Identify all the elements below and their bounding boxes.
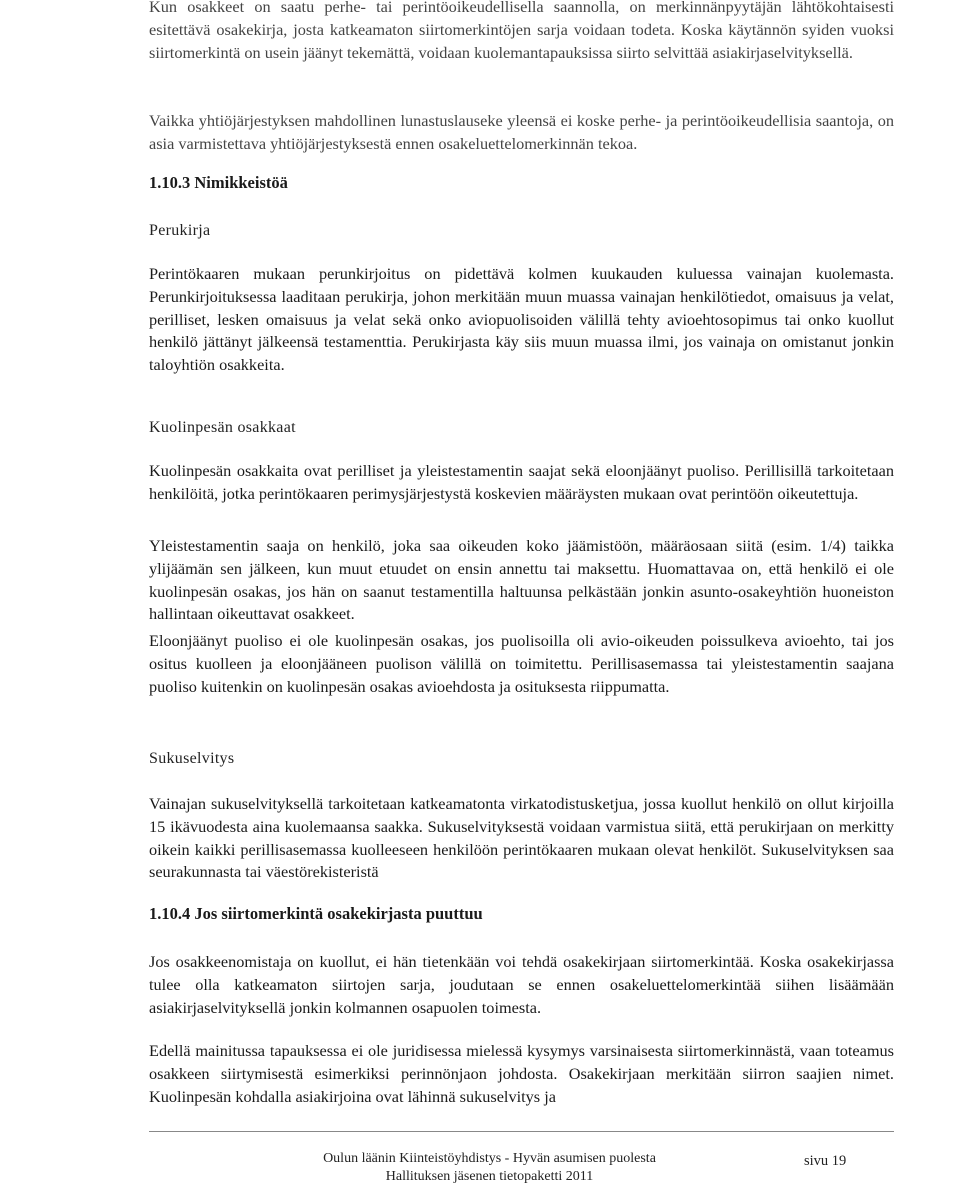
paragraph-osakkeenomistaja-kuollut: Jos osakkeenomistaja on kuollut, ei hän tietenkään voi tehdä osakekirjaan siirtomerkintää. Koska osakekirjassa tulee olla katkeamaton siirtojen sarja, joudutaan se ennen osakeluettelomerkintää siihen lisäämään asiakirjaselvityksellä jonkin kolmannen osapuolen toimesta. [149, 952, 894, 1017]
subheading-kuolinpesan-osakkaat: Kuolinpesän osakkaat [149, 419, 296, 436]
paragraph-edella-mainitussa: Edellä mainitussa tapauksessa ei ole juridisessa mielessä kysymys varsinaisesta siirtomerkinnästä, vaan toteamus osakkeen siirtymisestä esimerkiksi perinnönjaon johdosta. Osakekirjaan merkitään siirron saajien nimet. Kuolinpesän kohdalla asiakirjoina ovat lähinnä sukuselvitys ja [149, 1041, 894, 1106]
footer-publication: Hallituksen jäsenen tietopaketti 2011 [385, 1169, 594, 1184]
paragraph-osakkeet-perhe: Kun osakkeet on saatu perhe- tai perintöoikeudellisella saannolla, on merkinnänpyytäjän lähtökohtaisesti esitettävä osakekirja, josta katkeamaton siirtomerkintöjen sarja voidaan todeta. Koska käytännön syiden vuoksi siirtomerkintä on usein jäänyt tekemättä, voidaan kuolemantapauksissa siirto selvittää asiakirjaselvityksellä. [149, 0, 894, 62]
paragraph-lunastuslauseke: Vaikka yhtiöjärjestyksen mahdollinen lunastuslauseke yleensä ei koske perhe- ja perintöoikeudellisia saantoja, on asia varmistettava yhtiöjärjestyksestä ennen osakeluettelomerkinnän tekoa. [149, 111, 894, 153]
paragraph-eloonjaanyt-puoliso: Eloonjäänyt puoliso ei ole kuolinpesän osakas, jos puolisoilla oli avio-oikeuden poissulkeva avioehto, tai jos ositus kuolleen ja eloonjääneen puolison välillä on toimitettu. Perillisasemassa tai yleistestamentin saajana puoliso kuitenkin on kuolinpesän osakas avioehdosta ja osituksesta riippumatta. [149, 631, 894, 696]
page-number: sivu 19 [804, 1153, 847, 1169]
subheading-perukirja: Perukirja [149, 222, 211, 239]
footer-text [312, 1150, 667, 1186]
heading-1-10-3: 1.10.3 Nimikkeistöä [149, 173, 288, 192]
paragraph-sukuselvitys: Vainajan sukuselvityksellä tarkoitetaan katkeamatonta virkatodistusketjua, jossa kuollut henkilö on ollut kirjoilla 15 ikävuodesta aina kuolemaansa saakka. Sukuselvityksestä voidaan varmistua siitä, että perukirjaan on merkitty oikein kaikki perillisasemassa kuolleeseen henkilöön perintökaaren mukaan olevat henkilöt. Sukuselvityksen saa seurakunnasta tai väestörekisteristä [149, 794, 894, 882]
subheading-sukuselvitys: Sukuselvitys [149, 750, 235, 767]
paragraph-kuolinpesan-osakkaat: Kuolinpesän osakkaita ovat perilliset ja yleistestamentin saajat sekä eloonjäänyt puoliso. Perillisillä tarkoitetaan henkilöitä, jotka perintökaaren perimysjärjestystä koskevien määräysten mukaan ovat perintöön oikeutettuja. [149, 461, 894, 503]
heading-1-10-4: 1.10.4 Jos siirtomerkintä osakekirjasta puuttuu [149, 904, 483, 923]
footer-divider [149, 1131, 894, 1132]
paragraph-perukirja: Perintökaaren mukaan perunkirjoitus on pidettävä kolmen kuukauden kuluessa vainajan kuolemasta. Perunkirjoituksessa laaditaan perukirja, johon merkitään muun muassa vainajan henkilötiedot, omaisuus ja velat, perilliset, lesken omaisuus ja velat sekä onko aviopuolisoiden välillä tehty avioehtosopimus tai onko kuollut henkilö jättänyt jälkeensä testamenttia. Perukirjasta käy siis muun muassa ilmi, jos vainaja on omistanut jonkin taloyhtiön osakkeita. [149, 264, 894, 375]
footer-organization: Oulun läänin Kiinteistöyhdistys - Hyvän asumisen puolesta [323, 1151, 656, 1166]
paragraph-yleistestamentti: Yleistestamentin saaja on henkilö, joka saa oikeuden koko jäämistöön, määräosaan siitä (esim. 1/4) taikka ylijäämän sen jälkeen, kun muut etuudet on ensin annettu tai maksettu. Huomattavaa on, että henkilö ei ole kuolinpesän osakas, jos hän on saanut testamentilla haltuunsa pelkästään jonkin asunto-osakeyhtiön huoneiston hallintaan oikeuttavat osakkeet. [149, 536, 894, 624]
